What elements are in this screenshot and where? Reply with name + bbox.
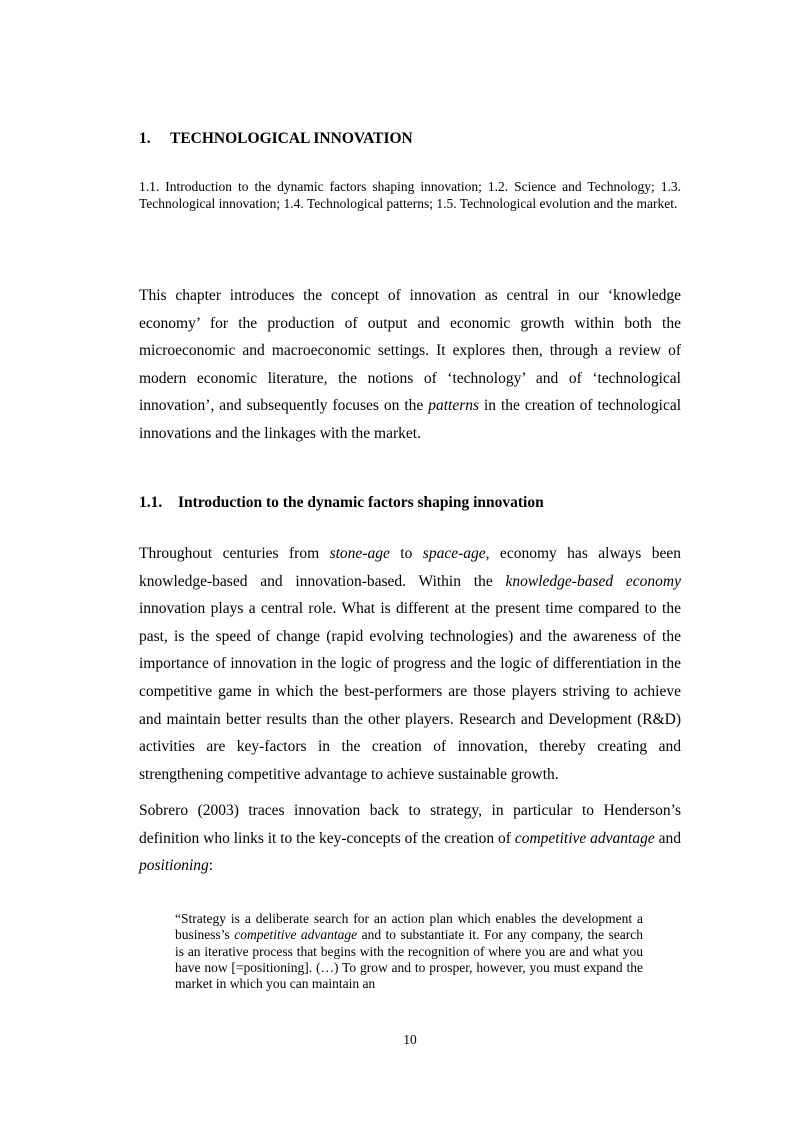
document-page bbox=[139, 0, 681, 1123]
para1-text-1: Throughout centuries from bbox=[139, 545, 330, 562]
intro-text-2: in the creation of technological innovations and the linkages with the market. bbox=[139, 397, 682, 442]
para1-emphasis-space-age: space-age bbox=[422, 545, 486, 562]
para1-emphasis-knowledge-economy: knowledge-based economy bbox=[505, 572, 681, 590]
chapter-heading bbox=[139, 130, 413, 148]
para1-text-4: innovation plays a central role. What is different at the present time compared to the past, is the speed of change (rapid evolving technologies) and the awareness of the importance of innovation in the logic of progress and the logic of differentiation in the competitive game in which the best-performers are those players striving to achieve and maintain better results than the other players. Research and Development (R&D) activities are key-factors in the creation of innovation, thereby creating and strengthening competitive advantage to achieve sustainable growth. bbox=[139, 600, 681, 783]
para2-emphasis-competitive-advantage: competitive advantage bbox=[514, 829, 655, 847]
intro-paragraph bbox=[139, 282, 681, 448]
section-number: 1.1. bbox=[139, 494, 163, 511]
page-number: 10 bbox=[403, 1032, 417, 1047]
para1-emphasis-stone-age: stone-age bbox=[329, 545, 390, 562]
paragraph-1 bbox=[139, 540, 681, 788]
para2-emphasis-positioning: positioning bbox=[139, 857, 209, 875]
para1-text-2: to bbox=[389, 545, 423, 562]
intro-emphasis-patterns: patterns bbox=[428, 397, 480, 415]
quote-emphasis-competitive-advantage: competitive advantage bbox=[234, 927, 358, 943]
chapter-number: 1. bbox=[139, 130, 151, 147]
para2-text-3: : bbox=[208, 857, 214, 875]
para1-text-3: , economy has always been knowledge-based and innovation-based. Within the bbox=[139, 545, 682, 590]
intro-text-1: This chapter introduces the concept of innovation as central in our ‘knowledge economy’ for the production of output and economic growth within both the microeconomic and macroeconomic settings. It explores then, through a review of modern economic literature, the notions of ‘technology’ and of ‘technological innovation’, and subsequently focuses on the bbox=[139, 287, 681, 415]
para2-text-1: Sobrero (2003) traces innovation back to strategy, in particular to Henderson’s definition who links it to the key-concepts of the creation of bbox=[139, 802, 681, 847]
quote-text-2: and to substantiate it. For any company, the search is an iterative process that begins with the recognition of where you are and what you have now [=positioning]. (…) To grow and to prosper, however, you must expand the market in which you can maintain an bbox=[175, 927, 643, 992]
chapter-contents: 1.1. Introduction to the dynamic factors shaping innovation; 1.2. Science and Technology; 1.3. Technological innovation; 1.4. Technological patterns; 1.5. Technological evolution and the market. bbox=[139, 179, 681, 211]
paragraph-2 bbox=[139, 797, 681, 880]
block-quote bbox=[175, 911, 643, 992]
section-title: Introduction to the dynamic factors shaping innovation bbox=[178, 494, 544, 511]
para2-text-2: and bbox=[654, 829, 681, 847]
chapter-title: TECHNOLOGICAL INNOVATION bbox=[170, 130, 413, 147]
section-heading bbox=[139, 494, 544, 512]
quote-text-1: “Strategy is a deliberate search for an action plan which enables the development a business’s bbox=[175, 911, 643, 943]
